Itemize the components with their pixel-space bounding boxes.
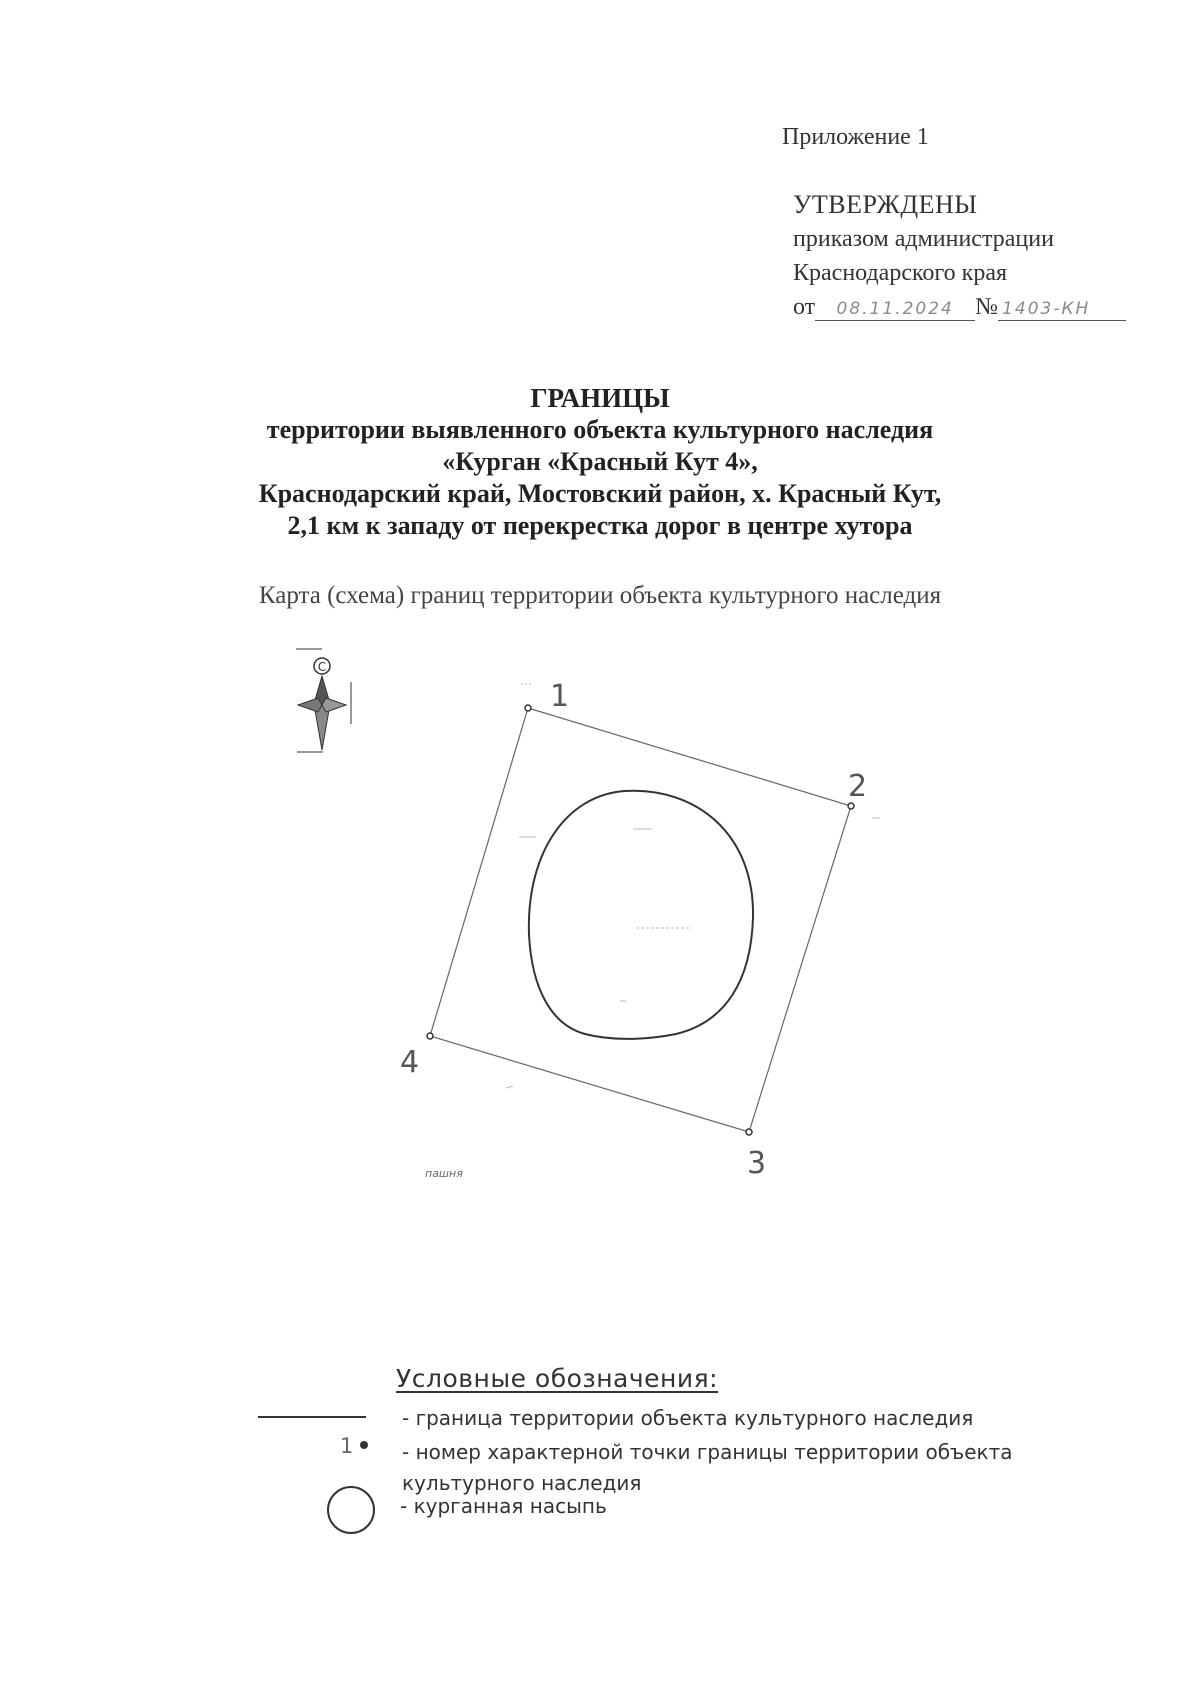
from-label: от <box>793 294 816 320</box>
legend-circle-symbol <box>327 1486 375 1534</box>
point-label-1: 1 <box>550 679 570 714</box>
land-label: пашня <box>425 1167 463 1180</box>
legend-item-point: - номер характерной точки границы территории объекта культурного наследия <box>402 1440 1013 1495</box>
appendix-label: Приложение 1 <box>782 124 929 150</box>
point-marker <box>525 705 531 711</box>
compass-north-label: С <box>317 660 327 674</box>
north-arrow-icon <box>296 649 351 752</box>
point-marker <box>746 1129 752 1135</box>
map-caption: Карта (схема) границ территории объекта культурного наследия <box>258 582 942 609</box>
legend-point-number: 1 <box>340 1434 354 1458</box>
title-line-1: территории выявленного объекта культурного наследия <box>266 415 934 444</box>
approval-number: 1403-КН <box>998 298 1126 321</box>
title-heading: ГРАНИЦЫ <box>530 383 670 413</box>
number-label: № <box>975 294 999 320</box>
boundary-points <box>427 705 854 1135</box>
approval-date: 08.11.2024 <box>815 298 975 321</box>
point-label-2: 2 <box>848 769 868 804</box>
legend-title: Условные обозначения: <box>396 1364 719 1393</box>
approval-line-2: Краснодарского края <box>793 260 1008 286</box>
title-line-3: Краснодарский край, Мостовский район, х. Красный Кут, <box>258 479 942 508</box>
legend-line-symbol <box>258 1416 366 1418</box>
approval-heading: УТВЕРЖДЕНЫ <box>793 190 978 219</box>
approval-line-1: приказом администрации <box>793 226 1054 252</box>
title-line-2: «Курган «Красный Кут 4», <box>442 447 758 476</box>
point-label-3: 3 <box>747 1146 767 1181</box>
title-line-4: 2,1 км к западу от перекрестка дорог в центре хутора <box>287 511 913 540</box>
point-marker <box>427 1033 433 1039</box>
burial-mound <box>529 791 753 1039</box>
legend-item-mound: - курганная насыпь <box>400 1494 607 1518</box>
territory-boundary <box>430 708 851 1132</box>
legend-item-boundary: - граница территории объекта культурного наследия <box>402 1406 974 1430</box>
legend-point-symbol <box>360 1441 368 1449</box>
point-label-4: 4 <box>400 1045 420 1080</box>
